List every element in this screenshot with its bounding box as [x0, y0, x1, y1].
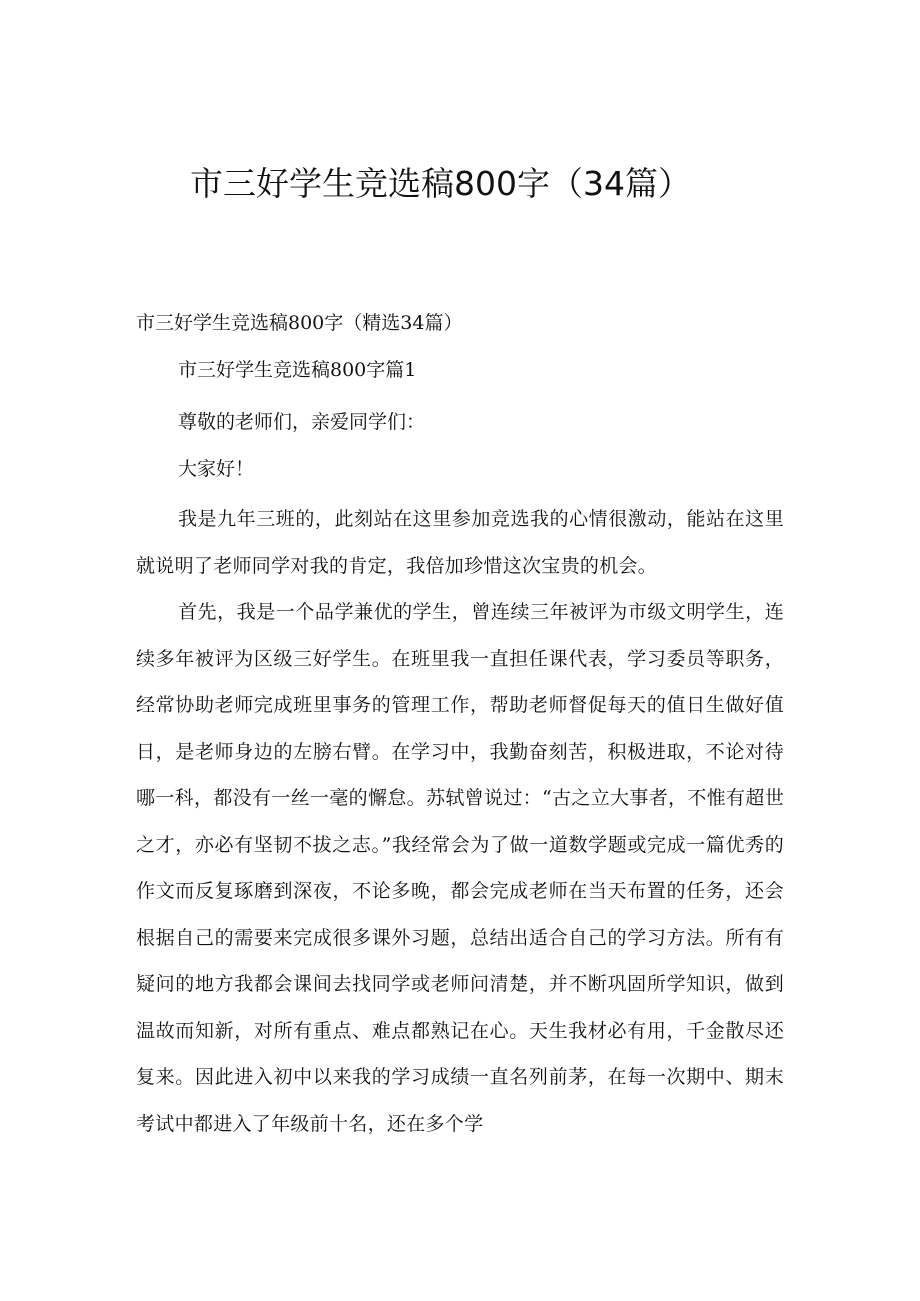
greeting: 尊敬的老师们，亲爱同学们： — [178, 411, 426, 433]
hello-line: 大家好！ — [178, 458, 255, 480]
page-title: 市三好学生竞选稿800字（34篇） — [190, 164, 691, 203]
section-heading: 市三好学生竞选稿800字篇1 — [178, 359, 417, 381]
paragraph-1: 我是九年三班的，此刻站在这里参加竞选我的心情很激动，能站在这里就说明了老师同学对我的肯定，我倍加珍惜这次宝贵的机会。 — [136, 508, 784, 577]
document-subtitle: 市三好学生竞选稿800字（精选34篇） — [136, 312, 463, 334]
paragraph-2: 首先，我是一个品学兼优的学生，曾连续三年被评为市级文明学生，连续多年被评为区级三好学生。在班里我一直担任课代表，学习委员等职务，经常协助老师完成班里事务的管理工作，帮助老师督促每天的值日生做好值日，是老师身边的左膀右臂。在学习中，我勤奋刻苦，积极进取，不论对待哪一科，都没有一丝一毫的懈怠。苏轼曾说过：“古之立大事者，不惟有超世之才，亦必有坚韧不拔之志。”我经常会为了做一道数学题或完成一篇优秀的作文而反复琢磨到深夜，不论多晚，都会完成老师在当天布置的任务，还会根据自己的需要来完成很多课外习题，总结出适合自己的学习方法。所有有疑问的地方我都会课间去找同学或老师问清楚，并不断巩固所学知识，做到温故而知新，对所有重点、难点都熟记在心。天生我材必有用，千金散尽还复来。因此进入初中以来我的学习成绩一直名列前茅，在每一次期中、期末考试中都进入了年级前十名，还在多个学 — [136, 601, 784, 1135]
